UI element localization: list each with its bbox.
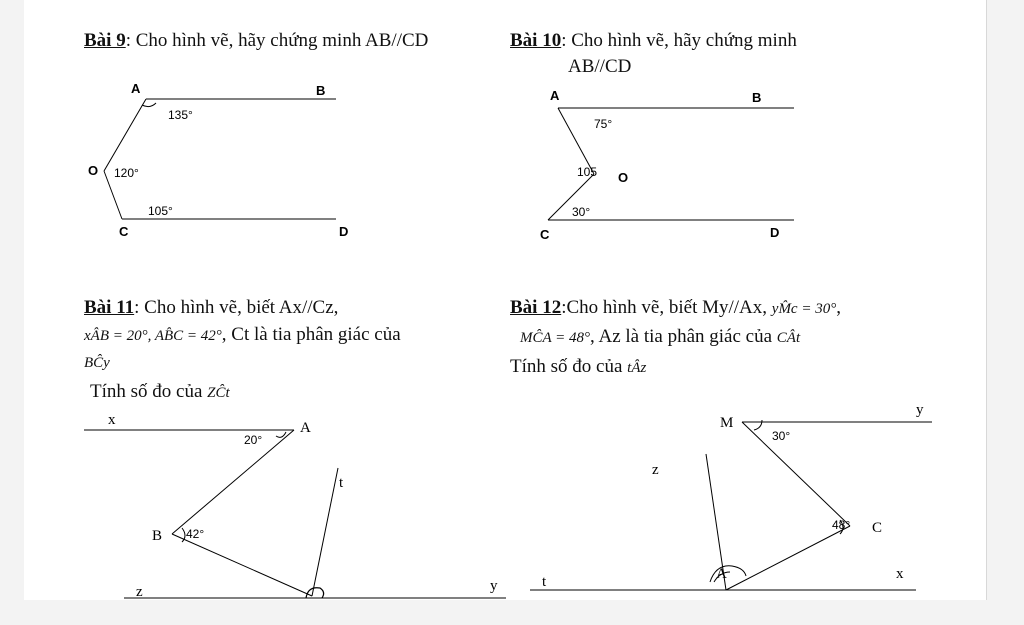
b12-line1-end: , [836,297,841,318]
b12-line-ca [726,526,850,590]
b12-line3 [510,356,646,379]
b11-angle-b: 42° [186,527,205,541]
b10-heading [510,30,797,52]
b12-line2-text: , Az là tia phân giác của [590,326,773,347]
b10-number: Bài 10 [510,30,562,51]
b12-label-m: M [720,415,734,431]
b11-line-bc [172,534,312,596]
b9-label-o: O [88,163,99,178]
b12-label-t: t [542,574,547,590]
b9-number: Bài 9 [84,30,126,51]
b12-line2-math: MĈA = 48° [520,330,591,346]
b9-label-b: B [316,83,326,98]
b12-line3-text: Tính số đo của [510,356,623,377]
b9-label-c: C [119,224,129,239]
b12-label-a: A [716,566,727,582]
b10-angle-a: 75° [594,117,613,131]
b12-number: Bài 12 [510,297,562,318]
b11-line4 [90,381,230,404]
b12-label-y: y [916,402,924,418]
b10-angle-c: 30° [572,205,591,219]
b11-line-ab [172,430,294,534]
b9-angle-o: 120° [114,166,139,180]
b11-number: Bài 11 [84,297,135,318]
b12-line3-math: tÂz [627,360,647,376]
b9-angle-c: 105° [148,204,173,218]
b10-label-b: B [752,90,762,105]
b11-label-x: x [108,412,116,428]
b11-line4-text: Tính số đo của [90,381,203,402]
b12-label-x: x [896,566,904,582]
b12-line-mc [742,422,850,526]
b12-figure [510,396,940,600]
b11-text: : Cho hình vẽ, biết Ax//Cz, [134,297,339,318]
b11-label-y: y [490,578,498,594]
document-page [24,0,987,600]
b12-line2-math2: CÂt [776,330,801,346]
b12-text: :Cho hình vẽ, biết My//Ax, [561,297,768,318]
b9-label-d: D [339,224,349,239]
b11-label-b: B [152,528,163,544]
b11-line2-math: xÂB = 20°, AB̂C = 42° [84,328,222,344]
b11-heading [84,297,338,319]
window-bottom-bar [0,600,1024,625]
b12-heading [510,297,841,320]
b10-label-d: D [770,225,780,240]
b11-line4-math: ZĈt [207,385,230,401]
b9-label-a: A [131,81,141,96]
b11-label-a: A [300,420,311,436]
b11-angle-a: 20° [244,433,263,447]
b11-line3-math: BĈy [84,355,110,371]
b12-line1-math: yM̂c = 30° [771,301,837,317]
b9-figure [84,75,354,245]
b10-angle-o: 105 [577,165,598,179]
b9-line-ao [104,99,146,171]
b10-text-line2: AB//CD [568,56,632,77]
b11-label-z: z [136,584,143,600]
b10-text: : Cho hình vẽ, hãy chứng minh [561,30,797,51]
b10-label-c: C [540,227,550,242]
b12-label-z: z [652,462,659,478]
b11-figure [80,410,510,600]
b11-line-ct [312,468,338,596]
b11-arc-a [276,432,286,437]
b9-text: : Cho hình vẽ, hãy chứng minh AB//CD [125,30,429,51]
b11-line2-text: , Ct là tia phân giác của [221,324,401,345]
b10-figure [510,80,810,250]
b12-angle-m: 30° [772,429,791,443]
b12-angle-c: 48° [832,518,851,532]
b9-arc-a [142,103,156,107]
b11-label-t: t [339,475,344,491]
b10-label-o: O [618,170,629,185]
b12-label-c: C [872,520,883,536]
b9-angle-a: 135° [168,108,193,122]
b11-line2 [84,324,401,347]
b12-line2 [520,326,800,349]
b9-heading [84,30,428,52]
b10-label-a: A [550,88,560,103]
b11-arc-c [306,588,324,598]
